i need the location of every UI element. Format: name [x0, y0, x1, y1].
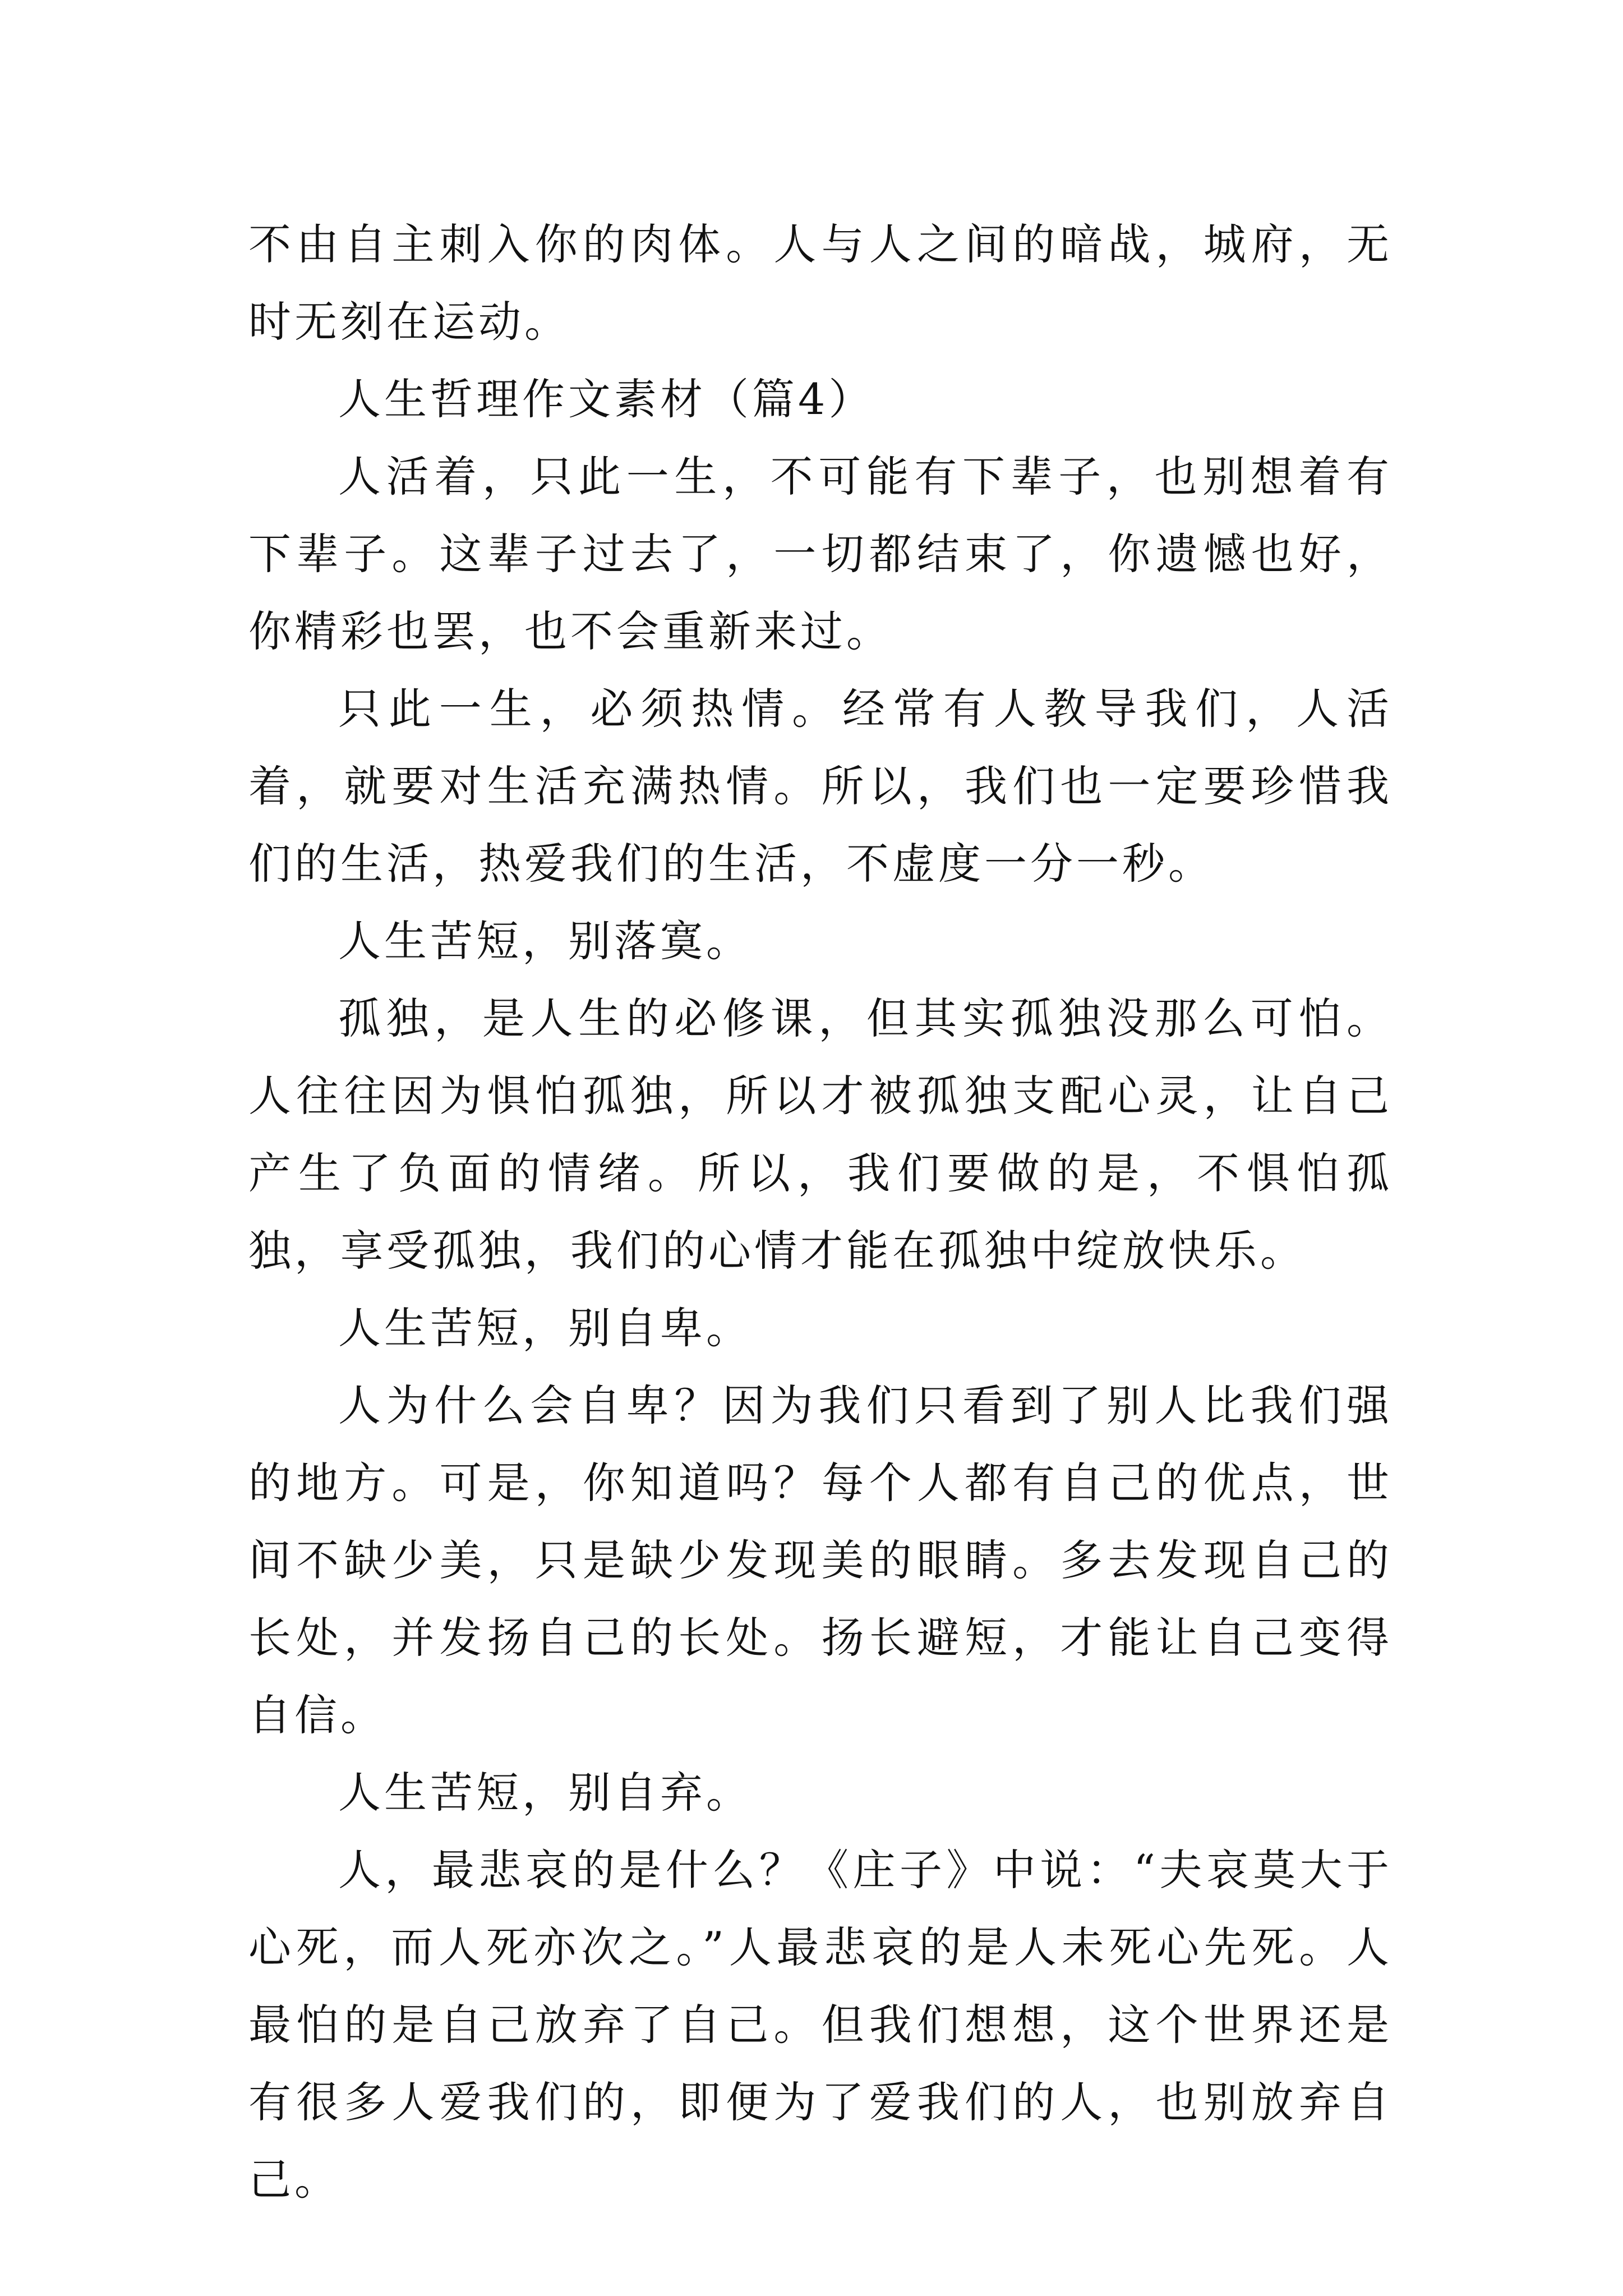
document-body [248, 206, 1393, 2219]
section-heading: 人生哲理作文素材（篇4） [338, 374, 875, 424]
paragraph: 只此一生，必须热情。经常有人教导我们，人活着，就要对生活充满热情。所以，我们也一定要珍惜我们的生活，热爱我们的生活，不虚度一分一秒。 [248, 684, 1393, 889]
paragraph: 人为什么会自卑？因为我们只看到了别人比我们强的地方。可是，你知道吗？每个人都有自己的优点，世间不缺少美，只是缺少发现美的眼睛。多去发现自己的长处，并发扬自己的长处。扬长避短，才能让自己变得自信。 [248, 1381, 1393, 1740]
paragraph-continuation: 不由自主刺入你的肉体。人与人之间的暗战，城府，无时无刻在运动。 [248, 219, 1393, 347]
paragraph: 人，最悲哀的是什么？《庄子》中说：“夫哀莫大于心死，而人死亦次之。”人最悲哀的是人未死心先死。人最怕的是自己放弃了自己。但我们想想，这个世界还是有很多人爱我们的，即便为了爱我们的人，也别放弃自己。 [248, 1845, 1393, 2205]
paragraph: 人活着，只此一生，不可能有下辈子，也别想着有下辈子。这辈子过去了，一切都结束了，你遗憾也好，你精彩也罢，也不会重新来过。 [248, 452, 1393, 656]
subheading: 人生苦短，别自卑。 [338, 1303, 752, 1353]
paragraph: 孤独，是人生的必修课，但其实孤独没那么可怕。人往往因为惧怕孤独，所以才被孤独支配心灵，让自己产生了负面的情绪。所以，我们要做的是，不惧怕孤独，享受孤独，我们的心情才能在孤独中绽放快乐。 [248, 993, 1393, 1276]
subheading: 人生苦短，别自弃。 [338, 1768, 752, 1818]
subheading: 人生苦短，别落寞。 [338, 916, 752, 966]
